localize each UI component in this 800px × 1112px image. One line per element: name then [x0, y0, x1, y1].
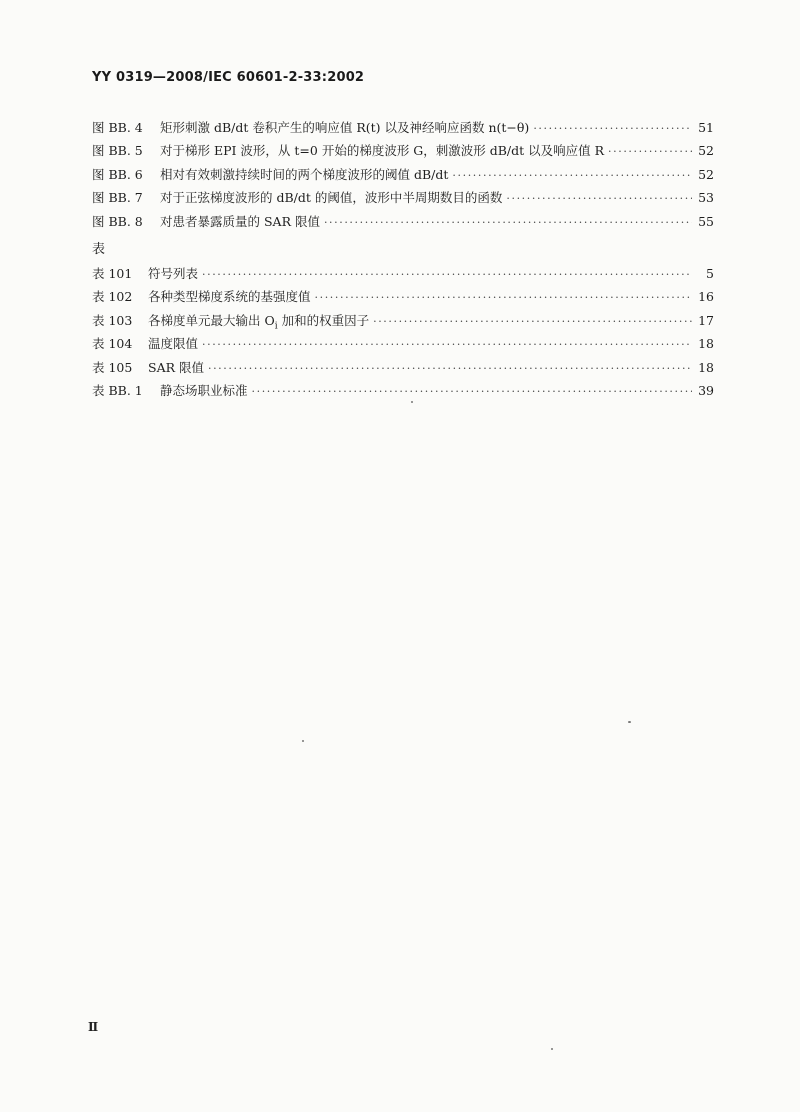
- page-number: 18: [698, 336, 714, 352]
- figure-label: 图 BB. 8: [92, 213, 143, 229]
- leader-dots: [252, 380, 692, 403]
- table-label: 表 101: [92, 266, 133, 281]
- page-number: 52: [698, 166, 714, 182]
- scan-speck: [628, 721, 631, 723]
- page-number: 55: [698, 213, 714, 229]
- toc-row[interactable]: [92, 163, 714, 186]
- standard-header: YY 0319—2008/IEC 60601-2-33:2002: [92, 70, 365, 85]
- toc-row[interactable]: [92, 356, 714, 379]
- toc-row[interactable]: [92, 309, 714, 332]
- leader-dots: [452, 164, 692, 187]
- figure-label: 图 BB. 6: [92, 166, 143, 182]
- figure-label: 图 BB. 7: [92, 190, 143, 206]
- page-number: 18: [698, 359, 714, 375]
- toc-row[interactable]: [92, 116, 714, 139]
- table-label: 表 102: [92, 289, 133, 305]
- figure-title: 矩形刺激 dB/dt 卷积产生的响应值 R(t) 以及神经响应函数 n(t−θ): [160, 120, 530, 135]
- leader-dots: [608, 140, 692, 163]
- toc-row[interactable]: [92, 379, 714, 402]
- table-list: [92, 262, 714, 402]
- leader-dots: [208, 357, 692, 380]
- leader-dots: [533, 117, 692, 140]
- leader-dots: [315, 286, 692, 309]
- figure-title: 对于梯形 EPI 波形，从 t=0 开始的梯度波形 G，刺激波形 dB/dt 以及响应值 R: [160, 143, 605, 159]
- table-label: 表 103: [92, 312, 133, 328]
- leader-dots: [373, 310, 692, 333]
- table-title: SAR 限值: [148, 359, 204, 375]
- table-title: 各种类型梯度系统的基强度值: [148, 289, 311, 305]
- table-label: 表 105: [92, 359, 133, 375]
- tables-heading: 表: [92, 242, 106, 257]
- figure-label: 图 BB. 4: [92, 120, 143, 135]
- leader-dots: [506, 187, 692, 210]
- figure-title: 对于正弦梯度波形的 dB/dt 的阈值，波形中半周期数目的函数: [160, 190, 503, 206]
- table-label: 表 104: [92, 336, 133, 352]
- table-title-main: 各梯度单元最大输出 O: [148, 312, 275, 328]
- toc-row[interactable]: [92, 285, 714, 308]
- leader-dots: [202, 263, 692, 286]
- toc-row[interactable]: [92, 332, 714, 355]
- page-number: 52: [698, 143, 714, 159]
- table-title-tail: 加和的权重因子: [277, 312, 370, 328]
- table-title: 静态场职业标准: [160, 382, 248, 398]
- toc-row[interactable]: [92, 139, 714, 162]
- footer-page-number: Ⅱ: [88, 1020, 99, 1034]
- page-number: 16: [698, 289, 714, 305]
- table-title-subscript: i: [274, 321, 278, 332]
- leader-dots: [202, 333, 692, 356]
- figure-list: [92, 116, 714, 233]
- page-number: 51: [698, 120, 714, 135]
- figure-title: 相对有效刺激持续时间的两个梯度波形的阈值 dB/dt: [160, 166, 449, 182]
- toc-row[interactable]: [92, 262, 714, 285]
- page-number: 5: [706, 266, 714, 281]
- page-number: 53: [698, 190, 714, 206]
- scan-speck: [411, 401, 413, 403]
- page-number: 39: [698, 382, 714, 398]
- figure-label: 图 BB. 5: [92, 143, 143, 159]
- scan-speck: [551, 1048, 553, 1050]
- table-title: 符号列表: [148, 266, 199, 281]
- table-label: 表 BB. 1: [92, 382, 143, 398]
- figure-title: 对患者暴露质量的 SAR 限值: [160, 213, 320, 229]
- scan-speck: [302, 740, 304, 742]
- leader-dots: [324, 211, 692, 234]
- page-number: 17: [698, 312, 714, 328]
- toc-row[interactable]: [92, 186, 714, 209]
- toc-row[interactable]: [92, 210, 714, 233]
- table-title: 温度限值: [148, 336, 199, 352]
